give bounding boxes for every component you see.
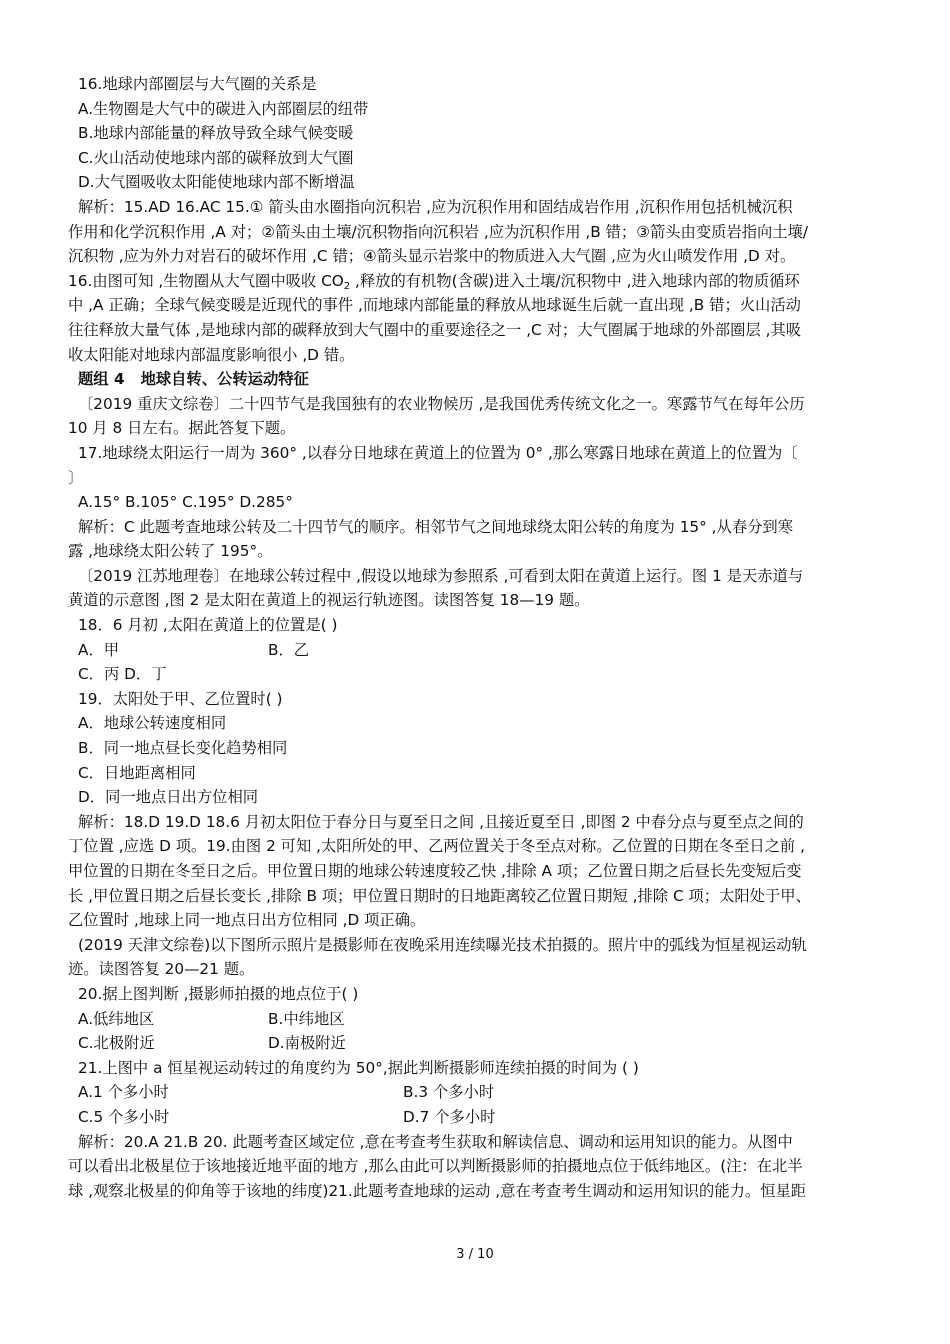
question-16-option-c: C.火山活动使地球内部的碳释放到大气圈 [78,148,354,167]
answer-17-line: 解析：C 此题考查地球公转及二十四节气的顺序。相邻节气之间地球绕太阳公转的角度为 15° ,从春分到寒 [78,517,794,536]
question-19-option-a: A．地球公转速度相同 [78,714,227,733]
question-18-stem: 18．6 月初 ,太阳在黄道上的位置是( ) [78,616,338,635]
answer-15-16-line: 收太阳能对地球内部温度影响很小 ,D 错。 [68,345,355,364]
question-21-options-cd [68,1105,884,1130]
question-16-stem: 16.地球内部圈层与大气圈的关系是 [78,75,317,93]
question-18-options-cd: C．丙 D．丁 [78,665,167,684]
question-21-option-d: D.7 个多小时 [403,1107,496,1126]
answer-17-line: 露 ,地球绕太阳公转了 195°。 [68,542,273,561]
question-20-options-ab [68,1007,884,1032]
document-body [68,72,884,1203]
answer-15-16-line: 往往释放大量气体 ,是地球内部的碳释放到大气圈中的重要途径之一 ,C 对；大气圈属于地球的外部圈层 ,其吸 [68,320,802,339]
question-21-option-c: C.5 个多小时 [78,1107,170,1126]
answer-18-19-line: 解析：18.D 19.D 18.6 月初太阳位于春分日与夏至日之间 ,且接近夏至日 ,即图 2 中春分点与夏至点之间的 [78,812,804,831]
intro-20-line: (2019 天津文综卷)以下图所示照片是摄影师在夜晚采用连续曝光技术拍摄的。照片中的弧线为恒星视运动轨 [78,935,807,954]
intro-17-line: 〔2019 重庆文综卷〕二十四节气是我国独有的农业物候历 ,是我国优秀传统文化之一。寒露节气在每年公历 [78,394,805,413]
intro-18-line: 黄道的示意图 ,图 2 是太阳在黄道上的视运行轨迹图。读图答复 18—19 题。 [68,591,590,610]
question-18-option-a: A．甲 [78,640,120,659]
question-20-option-c: C.北极附近 [78,1034,155,1053]
question-19-option-d: D．同一地点日出方位相同 [78,788,259,807]
question-17-stem: 17.地球绕太阳运行一周为 360° ,以春分日地球在黄道上的位置为 0° ,那么寒露日地球在黄道上的位置为〔 [78,443,798,462]
question-17-stem-cont: 〕 [68,468,84,487]
intro-18-line: 〔2019 江苏地理卷〕在地球公转过程中 ,假设以地球为参照系 ,可看到太阳在黄道上运行。图 1 是天赤道与 [78,566,804,585]
answer-15-16-line: 沉积物 ,应为外力对岩石的破坏作用 ,C 错；④箭头显示岩浆中的物质进入大气圈 ,应为火山喷发作用 ,D 对。 [68,247,796,266]
question-19-stem: 19．太阳处于甲、乙位置时( ) [78,689,283,708]
question-16-option-d: D.大气圈吸收太阳能使地球内部不断增温 [78,173,355,192]
answer-15-16-line: 中 ,A 正确；全球气候变暖是近现代的事件 ,而地球内部能量的释放从地球诞生后就一直出现 ,B 错；火山活动 [68,296,801,315]
answer-18-19-line: 甲位置的日期在冬至日之后。甲位置日期的地球公转速度较乙快 ,排除 A 项；乙位置日期之后昼长先变短后变 [68,862,802,880]
question-19-option-c: C．日地距离相同 [78,763,196,782]
question-21-stem: 21.上图中 a 恒星视运动转过的角度约为 50°,据此判断摄影师连续拍摄的时间为 ( ) [78,1058,639,1077]
question-21-option-a: A.1 个多小时 [78,1083,169,1102]
question-16-option-a: A.生物圈是大气中的碳进入内部圈层的纽带 [78,99,369,118]
answer-18-19-line: 乙位置时 ,地球上同一地点日出方位相同 ,D 项正确。 [68,911,426,930]
page-number: 3 / 10 [456,1247,494,1262]
answer-20-21-line: 解析：20.A 21.B 20. 此题考查区域定位 ,意在考查考生获取和解读信息、调动和运用知识的能力。从图中 [78,1132,793,1151]
answer-15-16-line: 作用和化学沉积作用 ,A 对；②箭头由土壤/沉积物指向沉积岩 ,应为沉积作用 ,B 错；③箭头由变质岩指向土壤/ [68,222,809,241]
question-17-options: A.15° B.105° C.195° D.285° [78,493,293,512]
answer-20-21-line: 可以看出北极星位于该地接近地平面的地方 ,那么由此可以判断摄影师的拍摄地点位于低纬地区。(注：在北半 [68,1157,803,1176]
question-21-options-ab [68,1080,884,1105]
answer-18-19-line: 长 ,甲位置日期之后昼长变长 ,排除 B 项；甲位置日期时的日地距离较乙位置日期短 ,排除 C 项；太阳处于甲、 [68,886,811,905]
answer-15-16-line: 解析：15.AD 16.AC 15.① 箭头由水圈指向沉积岩 ,应为沉积作用和固结成岩作用 ,沉积作用包括机械沉积 [78,197,793,216]
intro-20-line: 迹。读图答复 20—21 题。 [68,960,255,979]
answer-20-21-line: 球 ,观察北极星的仰角等于该地的纬度)21.此题考查地球的运动 ,意在考查考生调动和运用知识的能力。恒星距 [68,1181,807,1200]
question-19-option-b: B．同一地点昼长变化趋势相同 [78,739,288,758]
question-21-option-b: B.3 个多小时 [403,1083,495,1102]
answer-18-19-line: 丁位置 ,应选 D 项。19.由图 2 可知 ,太阳所处的甲、乙两位置关于冬至点对称。乙位置的日期在冬至日之前 , [68,837,805,856]
question-20-option-b: B.中纬地区 [268,1009,345,1028]
answer-15-16-line: 16.由图可知 ,生物圈从大气圈中吸收 $CO_2$ ,释放的有机物(含碳)进入土壤/沉积物中 ,进入地球内部的物质循环 [68,271,800,292]
question-20-option-a: A.低纬地区 [78,1009,155,1028]
group-4-heading: 题组 4 地球自转、公转运动特征 [78,370,309,389]
question-20-options-cd [68,1031,884,1056]
question-16-option-b: B.地球内部能量的释放导致全球气候变暖 [78,124,354,143]
question-18-option-b: B．乙 [268,640,310,659]
question-20-stem: 20.据上图判断 ,摄影师拍摄的地点位于( ) [78,984,359,1003]
intro-17-line: 10 月 8 日左右。据此答复下题。 [68,419,296,438]
question-20-option-d: D.南极附近 [268,1034,346,1053]
question-18-options-ab [68,638,884,663]
